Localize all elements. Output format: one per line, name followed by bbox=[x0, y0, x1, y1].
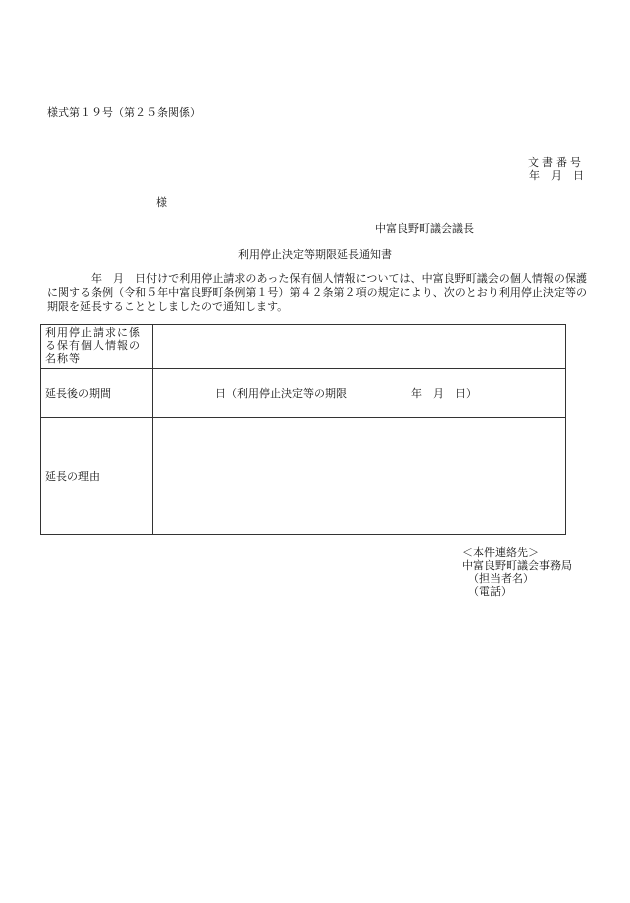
document-number-label: 文書番号 bbox=[528, 156, 584, 169]
contact-person: （担当者名） bbox=[468, 572, 534, 585]
notice-body: 年 月 日付けで利用停止請求のあった保有個人情報については、中富良野町議会の個人情報の保護に関する条例（令和５年中富良野町条例第１号）第４２条第２項の規定により、次のとおり利用停止決定等の期限を延長することとしましたので通知します。 bbox=[47, 272, 587, 313]
contact-office: 中富良野町議会事務局 bbox=[462, 559, 572, 572]
table-row bbox=[41, 369, 566, 418]
date-line: 年 月 日 bbox=[529, 169, 584, 182]
record-name-value bbox=[153, 325, 566, 369]
extension-reason-label: 延長の理由 bbox=[41, 418, 153, 535]
form-number: 様式第１９号（第２５条関係） bbox=[47, 106, 201, 119]
contact-block bbox=[462, 546, 572, 598]
period-date-text: 年 月 日） bbox=[411, 387, 477, 400]
extended-period-label: 延長後の期間 bbox=[41, 369, 153, 418]
contact-heading: ＜本件連絡先＞ bbox=[462, 546, 539, 559]
notice-table bbox=[40, 324, 566, 535]
recipient-suffix: 様 bbox=[156, 196, 167, 209]
period-day-text: 日（利用停止決定等の期限 bbox=[215, 387, 347, 400]
record-name-label: 利用停止請求に係る保有個人情報の名称等 bbox=[41, 325, 153, 369]
table-row bbox=[41, 325, 566, 369]
extended-period-value bbox=[153, 369, 566, 418]
table-row bbox=[41, 418, 566, 535]
document-title: 利用停止決定等期限延長通知書 bbox=[238, 248, 392, 261]
issuer-name: 中富良野町議会議長 bbox=[375, 222, 474, 235]
contact-phone: （電話） bbox=[468, 585, 512, 598]
extension-reason-value bbox=[153, 418, 566, 535]
